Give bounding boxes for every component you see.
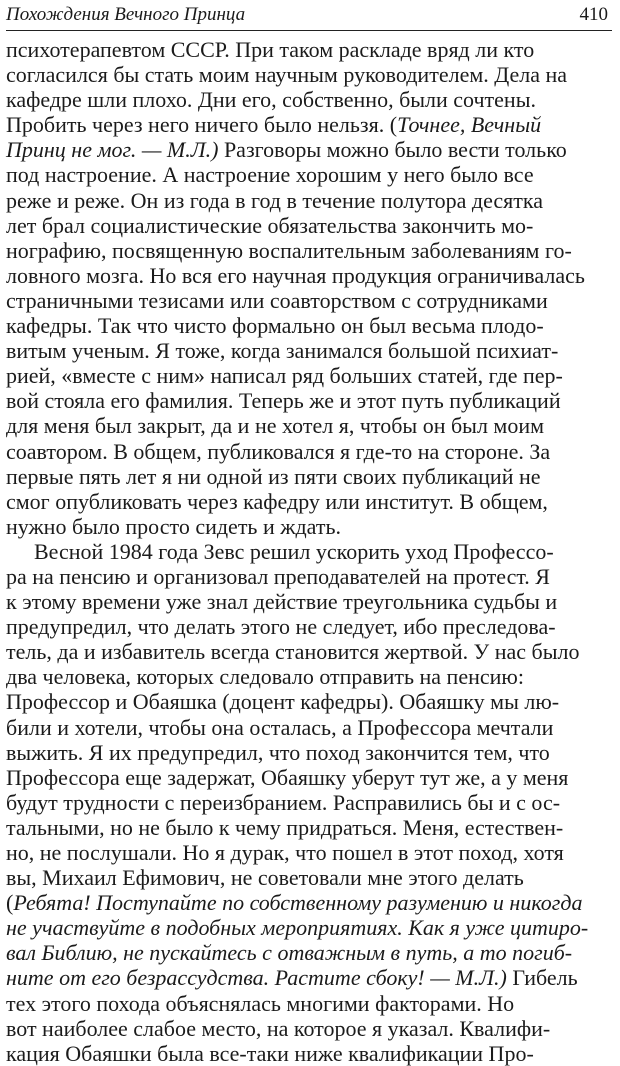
text-segment: вот наиболее слабое место, на которое я указал. Квалифи- (6, 1015, 551, 1041)
text-line (0, 564, 620, 589)
text-line (0, 188, 620, 213)
text-line (0, 539, 620, 564)
text-segment: смог опубликовать через кафедру или институт. В общем, (6, 488, 548, 514)
text-line (0, 313, 620, 338)
text-segment: два человека, которых следовало отправить на пенсию: (6, 664, 524, 690)
text-segment: тех этого похода объяснялась многими факторами. Но (6, 990, 515, 1016)
text-line (0, 715, 620, 740)
text-line (0, 1016, 620, 1041)
text-segment: психотерапевтом СССР. При таком раскладе вряд ли кто (6, 37, 535, 62)
running-title: Похождения Вечного Принца (6, 4, 246, 25)
text-segment: для меня был закрыт, да и не хотел я, чтобы он был моим (6, 413, 545, 439)
text-line (0, 363, 620, 388)
text-segment: вой стояла его фамилия. Теперь же и этот путь публикаций (6, 388, 561, 414)
text-line (0, 464, 620, 489)
italic-text-segment: вал Библию, не пускайтесь с отважным в путь, а то погиб- (6, 940, 573, 966)
text-segment: лет брал социалистические обязательства закончить мо- (6, 212, 534, 238)
italic-text-segment: не участвуйте в подобных мероприятиях. Как я уже цитиро- (6, 915, 589, 941)
text-line (0, 213, 620, 238)
text-segment: тель, да и избавитель всегда становится жертвой. У нас было (6, 639, 580, 665)
text-segment: вы, Михаил Ефимович, не советовали мне этого делать (6, 865, 524, 891)
text-segment: рией, «вместе с ним» написал ряд больших статей, где пер- (6, 363, 563, 389)
text-segment: кафедры. Так что чисто формально он был весьма плодо- (6, 313, 544, 339)
text-segment: били и хотели, чтобы она осталась, а Профессора мечтали (6, 714, 554, 740)
text-segment: витым ученым. Я тоже, когда занимался большой психиат- (6, 338, 559, 364)
text-segment: кафедре шли плохо. Дни его, собственно, были сочтены. (6, 87, 536, 113)
text-line (0, 439, 620, 464)
page-body (0, 37, 620, 1066)
text-line (0, 890, 620, 915)
text-segment: Профессор и Обаяшка (доцент кафедры). Обаяшку мы лю- (6, 689, 560, 715)
text-segment: Пробить через него ничего было нельзя. ( (6, 112, 398, 138)
text-segment: ловного мозга. Но вся его научная продукция ограничивалась (6, 262, 585, 288)
text-segment: ( (6, 890, 14, 916)
text-line (0, 689, 620, 714)
header-rule (6, 30, 612, 31)
text-line (0, 639, 620, 664)
italic-text-segment: Принц не мог. — М.Л.) (6, 137, 219, 163)
text-line (0, 765, 620, 790)
text-line (0, 840, 620, 865)
text-segment: под настроение. А настроение хорошим у него было все (6, 162, 534, 188)
text-line (0, 137, 620, 162)
text-line (0, 413, 620, 438)
page-number: 410 (579, 4, 608, 25)
text-line (0, 991, 620, 1016)
text-line (0, 614, 620, 639)
text-line (0, 940, 620, 965)
text-segment: ра на пенсию и организовал преподавателей на протест. Я (6, 563, 550, 589)
text-line (0, 288, 620, 313)
text-segment: к этому времени уже знал действие треугольника судьбы и (6, 589, 558, 615)
text-line (0, 965, 620, 990)
text-line (0, 388, 620, 413)
text-segment: нографию, посвященную воспалительным заболеваниям го- (6, 237, 572, 263)
text-segment: Весной 1984 года Зевс решил ускорить уход Профессо- (34, 538, 554, 564)
text-segment: Разговоры можно было вести только (218, 137, 567, 163)
text-line (0, 37, 620, 62)
text-line (0, 514, 620, 539)
text-line (0, 338, 620, 363)
italic-text-segment: Ребята! Поступайте по собственному разумению и никогда (13, 890, 583, 916)
text-segment: Гибель (506, 965, 578, 991)
text-line (0, 915, 620, 940)
text-line (0, 62, 620, 87)
text-line (0, 790, 620, 815)
text-line (0, 238, 620, 263)
text-line (0, 162, 620, 187)
page-header (6, 0, 612, 30)
italic-text-segment: Точнее, Вечный (397, 112, 542, 138)
text-line (0, 815, 620, 840)
text-segment: реже и реже. Он из года в год в течение полутора десятка (6, 187, 544, 213)
text-segment: предупредил, что делать этого не следует, ибо преследова- (6, 614, 556, 640)
text-segment: Профессора еще задержат, Обаяшку уберут тут же, а у меня (6, 764, 569, 790)
text-line (0, 112, 620, 137)
text-segment: соавтором. В общем, публиковался я где-то на стороне. За (6, 438, 551, 464)
text-line (0, 87, 620, 112)
text-segment: первые пять лет я ни одной из пяти своих публикаций не (6, 463, 541, 489)
text-line (0, 489, 620, 514)
text-line (0, 263, 620, 288)
italic-text-segment: ните от его безрассудства. Растите сбоку! — М.Л.) (6, 965, 507, 991)
text-segment: будут трудности с переизбранием. Расправились бы и с ос- (6, 789, 561, 815)
text-segment: страничными тезисами или соавторством с сотрудниками (6, 287, 548, 313)
text-segment: тальными, но не было к чему придраться. Меня, естествен- (6, 814, 564, 840)
text-line (0, 740, 620, 765)
text-line (0, 664, 620, 689)
text-segment: выжить. Я их предупредил, что поход закончится тем, что (6, 739, 550, 765)
text-line (0, 1041, 620, 1066)
text-line (0, 589, 620, 614)
text-segment: согласился бы стать моим научным руководителем. Дела на (6, 62, 568, 88)
text-segment: нужно было просто сидеть и ждать. (6, 513, 341, 539)
text-line (0, 865, 620, 890)
text-segment: но, не послушали. Но я дурак, что пошел в этот поход, хотя (6, 840, 564, 865)
text-segment: кация Обаяшки была все-таки ниже квалификации Про- (6, 1040, 534, 1066)
